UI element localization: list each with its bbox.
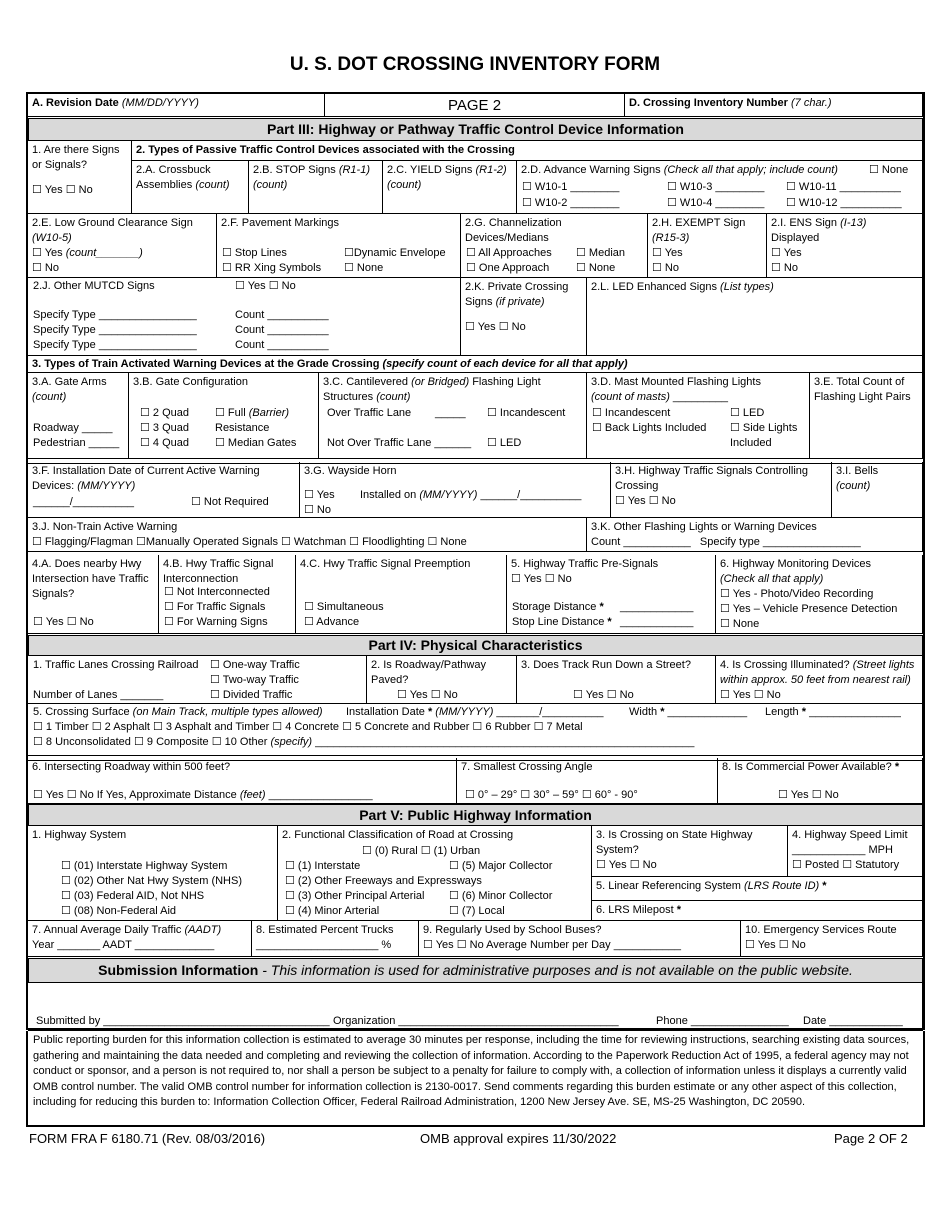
- q2e-yes[interactable]: ☐ Yes: [32, 247, 63, 259]
- q2j-count-3[interactable]: Count __________: [235, 339, 329, 351]
- q3j-non-train: [28, 518, 587, 552]
- q3g-label: 3.G. Wayside Horn: [304, 465, 397, 477]
- p5-q4-speed-limit: [788, 826, 923, 877]
- q2e-code: (W10-5): [32, 232, 72, 244]
- q3f-date[interactable]: ______/__________: [33, 496, 134, 508]
- q3j-options[interactable]: ☐ Flagging/Flagman ☐Manually Operated Signals ☐ Watchman ☐ Floodlighting ☐ None: [32, 536, 467, 548]
- q3b-3-quad[interactable]: ☐ 3 Quad: [140, 422, 190, 434]
- q2j-type-2[interactable]: Specify Type ________________: [33, 324, 197, 336]
- q3b-full[interactable]: ☐ Full: [215, 407, 246, 419]
- q3d-note: (count of masts): [591, 391, 670, 403]
- p4-q2-paved: [367, 656, 517, 704]
- q2j-count-1[interactable]: Count __________: [235, 309, 329, 321]
- q2e-count[interactable]: (count_______): [65, 247, 143, 259]
- p5-q9-options[interactable]: ☐ Yes ☐ No Average Number per Day ___________: [423, 939, 682, 951]
- q5-stop-required: *: [607, 616, 612, 628]
- q3h-traffic-signals: [611, 462, 832, 518]
- q3c-note: (or Bridged): [411, 376, 470, 388]
- date-field[interactable]: Date ____________: [803, 1015, 903, 1027]
- q3a-pedestrian[interactable]: Pedestrian _____: [33, 437, 120, 449]
- form-number: FORM FRA F 6180.71 (Rev. 08/03/2016): [29, 1131, 266, 1146]
- q5-storage-field[interactable]: ____________: [620, 601, 694, 613]
- p5-q4-label: 4. Highway Speed Limit: [792, 829, 908, 841]
- q2b-code: (R1-1): [338, 164, 370, 176]
- p4-q5-surface-options-2[interactable]: ☐ 8 Unconsolidated ☐ 9 Composite ☐ 10 Other: [33, 736, 268, 748]
- p4-q5-width-required: *: [660, 706, 665, 718]
- p4-q3-options[interactable]: ☐ Yes ☐ No: [573, 689, 634, 701]
- q1-signs-signals: [28, 141, 132, 214]
- q2c-code: (R1-2): [475, 164, 507, 176]
- q3d-back-lights[interactable]: ☐ Back Lights Included: [592, 422, 707, 434]
- q3a-unit: (count): [32, 391, 67, 403]
- p5-q1-non-federal[interactable]: ☐ (08) Non-Federal Aid: [61, 905, 177, 917]
- p5-q1-interstate[interactable]: ☐ (01) Interstate Highway System: [61, 860, 228, 872]
- p4-q5-install-format: (MM/YYYY): [435, 706, 494, 718]
- q3c-unit: (count): [376, 391, 411, 403]
- inventory-number-format: (7 char.): [790, 97, 832, 109]
- p5-q6-lrs-milepost[interactable]: [592, 901, 923, 921]
- q2d-w10-11[interactable]: ☐ W10-11 __________: [786, 181, 901, 193]
- q2d-advance-warning: [517, 161, 923, 214]
- q2b-stop-signs[interactable]: [249, 161, 383, 214]
- submission-fields: [28, 983, 923, 1031]
- p5-q3-label: 3. Is Crossing on State Highway System?: [596, 829, 753, 856]
- organization-field[interactable]: Organization ____________________________________: [333, 1015, 619, 1027]
- q3a-gate-arms: [28, 373, 129, 459]
- p5-q7-fields[interactable]: Year _______ AADT _____________: [32, 939, 215, 951]
- p4-q5-install-required: *: [427, 706, 433, 718]
- q2j-options[interactable]: ☐ Yes ☐ No: [235, 280, 296, 292]
- p4-q5-install-date[interactable]: _______/__________: [496, 706, 604, 718]
- q5-stop-field[interactable]: ____________: [620, 616, 694, 628]
- q3g-wayside-horn: [300, 462, 611, 518]
- q4b-warning-signs[interactable]: ☐ For Warning Signs: [164, 616, 268, 628]
- q2e-label: 2.E. Low Ground Clearance Sign: [32, 217, 193, 229]
- q3a-label: 3.A. Gate Arms: [32, 376, 107, 388]
- p5-q6-label: 6. LRS Milepost: [596, 904, 674, 916]
- p4-q1-traffic-lanes: [28, 656, 367, 704]
- p5-q5-required: *: [822, 880, 827, 892]
- p4-q4-options[interactable]: ☐ Yes ☐ No: [720, 689, 781, 701]
- p4-q6-label: 6. Intersecting Roadway within 500 feet?: [32, 761, 231, 773]
- q2i-yes[interactable]: ☐ Yes: [771, 247, 802, 259]
- q2d-w10-4[interactable]: ☐ W10-4 ________: [667, 197, 765, 209]
- p4-q6-intersecting-road: [28, 758, 457, 804]
- q2b-label: 2.B. STOP Signs: [253, 164, 336, 176]
- q2d-w10-2[interactable]: ☐ W10-2 ________: [522, 197, 620, 209]
- part4-heading: Part IV: Physical Characteristics: [28, 635, 923, 656]
- q2f-pavement-markings: [217, 214, 461, 278]
- p4-q7-label: 7. Smallest Crossing Angle: [461, 761, 593, 773]
- q6-none[interactable]: ☐ None: [720, 618, 760, 630]
- q3k-other-flashing: [587, 518, 923, 552]
- p5-q5-label: 5. Linear Referencing System: [596, 880, 741, 892]
- q5-storage-label: Storage Distance: [512, 601, 597, 613]
- q2f-rr-xing[interactable]: ☐ RR Xing Symbols: [222, 262, 322, 274]
- revision-date-format: (MM/DD/YYYY): [121, 97, 199, 109]
- q3g-no[interactable]: ☐ No: [304, 504, 331, 516]
- p5-q1-federal-aid[interactable]: ☐ (03) Federal AID, Not NHS: [61, 890, 205, 902]
- p4-q8-commercial-power: [718, 758, 923, 804]
- q6-label: 6. Highway Monitoring Devices: [720, 558, 872, 570]
- p5-q6-required: *: [676, 904, 681, 916]
- q2h-no[interactable]: ☐ No: [652, 262, 679, 274]
- p4-q8-required: *: [894, 761, 900, 773]
- crossing-inventory-number-field[interactable]: [625, 94, 923, 117]
- p5-q2-major-collector[interactable]: ☐ (5) Major Collector: [449, 860, 553, 872]
- omb-expiry: OMB approval expires 11/30/2022: [420, 1131, 617, 1146]
- q3i-bells[interactable]: [832, 462, 923, 518]
- part5-heading: Part V: Public Highway Information: [28, 804, 923, 826]
- q3c-cantilevered: [319, 373, 587, 459]
- q3b-4-quad[interactable]: ☐ 4 Quad: [140, 437, 190, 449]
- p4-q7-crossing-angle: [457, 758, 718, 804]
- q2i-code: (I-13): [840, 217, 867, 229]
- q6-monitoring-devices: [716, 555, 923, 634]
- q3j-label: 3.J. Non-Train Active Warning: [32, 521, 178, 533]
- p5-q2-principal-arterial[interactable]: ☐ (3) Other Principal Arterial: [285, 890, 425, 902]
- p4-q2-options[interactable]: ☐ Yes ☐ No: [397, 689, 458, 701]
- q2l-led-enhanced[interactable]: [587, 278, 923, 356]
- q2j-count-2[interactable]: Count __________: [235, 324, 329, 336]
- part3-heading: Part III: Highway or Pathway Traffic Control Device Information: [28, 118, 923, 141]
- q3c-over-count[interactable]: _____: [435, 407, 466, 419]
- submission-title: Submission Information: [98, 962, 259, 978]
- q5-pre-signals: [507, 555, 716, 634]
- q3f-label: 3.F. Installation Date of Current Active Warning Devices:: [32, 465, 260, 492]
- q3c-led[interactable]: ☐ LED: [487, 437, 522, 449]
- p4-q6-unit: (feet): [239, 789, 266, 801]
- p5-q3-options[interactable]: ☐ Yes ☐ No: [596, 859, 657, 871]
- q2d-w10-3[interactable]: ☐ W10-3 ________: [667, 181, 765, 193]
- q3b-label: 3.B. Gate Configuration: [133, 376, 248, 388]
- q3b-median-gates[interactable]: ☐ Median Gates: [215, 437, 297, 449]
- q2d-w10-12[interactable]: ☐ W10-12 __________: [786, 197, 902, 209]
- p5-q2-freeways[interactable]: ☐ (2) Other Freeways and Expressways: [285, 875, 482, 887]
- p4-q1-two-way[interactable]: ☐ Two-way Traffic: [210, 674, 299, 686]
- p4-q3-track-street: [517, 656, 716, 704]
- revision-date-field[interactable]: [28, 94, 325, 117]
- q3d-included: Included: [730, 437, 772, 449]
- q2a-crossbuck[interactable]: [132, 161, 249, 214]
- q3c-title: Flashing Light Structures: [323, 376, 541, 403]
- p5-q2-rural-urban[interactable]: ☐ (0) Rural ☐ (1) Urban: [362, 845, 481, 857]
- q4a-label: 4.A. Does nearby Hwy Intersection have Traffic Signals?: [32, 558, 149, 600]
- p5-q1-highway-system: [28, 826, 278, 921]
- q2g-channelization: [461, 214, 648, 278]
- q6-photo-video[interactable]: ☐ Yes - Photo/Video Recording: [720, 588, 874, 600]
- q4c-advance[interactable]: ☐ Advance: [304, 616, 360, 628]
- p5-q2-interstate[interactable]: ☐ (1) Interstate: [285, 860, 361, 872]
- p4-q5-length-label: Length: [765, 706, 799, 718]
- q2g-none[interactable]: ☐ None: [576, 262, 616, 274]
- q2g-all-approaches[interactable]: ☐ All Approaches: [466, 247, 552, 259]
- q3d-label: 3.D. Mast Mounted Flashing Lights: [591, 376, 761, 388]
- q3b-2-quad[interactable]: ☐ 2 Quad: [140, 407, 190, 419]
- q2h-exempt-sign: [648, 214, 767, 278]
- q4c-preemption: [296, 555, 507, 634]
- q2e-low-clearance: [28, 214, 217, 278]
- q2i-ens-sign: [767, 214, 923, 278]
- q4a-options[interactable]: ☐ Yes ☐ No: [33, 616, 94, 628]
- q1-label: 1. Are there Signs or Signals?: [32, 144, 120, 171]
- p4-q5-width[interactable]: _____________: [667, 706, 748, 718]
- q2i-displayed: Displayed: [771, 232, 820, 244]
- p5-q1-other-nhs[interactable]: ☐ (02) Other Nat Hwy System (NHS): [61, 875, 243, 887]
- p4-q5-width-label: Width: [629, 706, 658, 718]
- q5-options[interactable]: ☐ Yes ☐ No: [511, 573, 572, 585]
- q3b-resistance: Resistance: [215, 422, 270, 434]
- p5-q7-label: 7. Annual Average Daily Traffic: [32, 924, 182, 936]
- page-number-header: PAGE 2: [325, 94, 625, 117]
- q3e-total-flashing[interactable]: 3.E. Total Count of Flashing Light Pairs: [810, 373, 923, 459]
- q3i-unit: (count): [836, 480, 871, 492]
- form-title: U. S. DOT CROSSING INVENTORY FORM: [289, 54, 661, 75]
- q2b-unit: (count): [253, 179, 288, 191]
- q3b-gate-config: [129, 373, 319, 459]
- p5-q7-note: (AADT): [184, 924, 222, 936]
- q3a-roadway[interactable]: Roadway _____: [33, 422, 113, 434]
- p5-q3-state-highway: [592, 826, 788, 877]
- q2d-none[interactable]: ☐ None: [869, 164, 909, 176]
- q3d-incandescent[interactable]: ☐ Incandescent: [592, 407, 671, 419]
- submission-note: - This information is used for administrative purposes and is not available on the public website.: [258, 962, 853, 978]
- q3d-mast-mounted: [587, 373, 810, 459]
- q3-label: 3. Types of Train Activated Warning Devices at the Grade Crossing: [32, 358, 380, 370]
- q2c-yield-signs[interactable]: [383, 161, 517, 214]
- p5-q2-local[interactable]: ☐ (7) Local: [449, 905, 505, 917]
- q4b-interconnection: [159, 555, 296, 634]
- inventory-number-label: D. Crossing Inventory Number: [629, 97, 788, 109]
- p5-q8-trucks: [252, 921, 419, 957]
- p4-q6-distance[interactable]: _________________: [268, 789, 373, 801]
- q2d-note: (Check all that apply; include count): [663, 164, 838, 176]
- p4-q8-label: 8. Is Commercial Power Available?: [722, 761, 892, 773]
- p4-q4-illuminated: [716, 656, 923, 704]
- q2k-private-crossing: [461, 278, 587, 356]
- submission-heading: [28, 958, 923, 983]
- p5-q2-minor-arterial[interactable]: ☐ (4) Minor Arterial: [285, 905, 380, 917]
- p5-q8-percent[interactable]: ____________________ %: [256, 939, 392, 951]
- q2k-options[interactable]: ☐ Yes ☐ No: [465, 321, 526, 333]
- burden-statement: Public reporting burden for this information collection is estimated to average 30 minutes per response, including the time for reviewing instructions, searching existing data sources, gathering and maintaining the data needed and completing and reviewing the collection of information. According to the Paperwork Reduction Act of 1995, a federal agency may not conduct or sponsor, and a person is not required to, nor shall a person be subject to a penalty for failure to comply with, a collection of information unless it displays a currently valid OMB control number. The valid OMB control number for information collection is 2130-0017. Send comments regarding this burden estimate or any other aspect of this collection, including for reducing this burden to: Information Collection Officer, Federal Railroad Administration, 1200 New Jersey Ave. SE, MS-25 Washington, DC 20590.: [26, 1031, 925, 1127]
- q2c-unit: (count): [387, 179, 422, 191]
- q4c-simultaneous[interactable]: ☐ Simultaneous: [304, 601, 384, 613]
- p4-q3-label: 3. Does Track Run Down a Street?: [521, 659, 691, 671]
- q5-label: 5. Highway Traffic Pre-Signals: [511, 558, 659, 570]
- q3h-label: 3.H. Highway Traffic Signals Controlling Crossing: [615, 465, 808, 492]
- q3-note: (specify count of each device for all that apply): [382, 358, 628, 370]
- q3f-install-date: [28, 462, 300, 518]
- p4-q5-length[interactable]: _______________: [809, 706, 901, 718]
- q2g-median[interactable]: ☐ Median: [576, 247, 625, 259]
- q5-stop-label: Stop Line Distance: [512, 616, 605, 628]
- p4-q5-other-field[interactable]: ______________________________________________________________: [315, 736, 695, 748]
- q1-options[interactable]: ☐ Yes ☐ No: [32, 184, 93, 196]
- q2a-unit: (count): [195, 179, 230, 191]
- p5-q7-aadt: [28, 921, 252, 957]
- q3c-incandescent[interactable]: ☐ Incandescent: [487, 407, 566, 419]
- q3k-type[interactable]: Specify type ________________: [699, 536, 861, 548]
- q2f-none[interactable]: ☐ None: [344, 262, 384, 274]
- q2k-note: (if private): [495, 296, 545, 308]
- p4-q6-options[interactable]: ☐ Yes ☐ No If Yes, Approximate Distance: [33, 789, 237, 801]
- q3g-installed: Installed on: [360, 489, 417, 501]
- p4-q1-label: 1. Traffic Lanes Crossing Railroad: [33, 659, 199, 671]
- q3g-date[interactable]: ______/__________: [480, 489, 582, 501]
- q2d-label: 2.D. Advance Warning Signs: [521, 164, 661, 176]
- p4-q2-label: 2. Is Roadway/Pathway Paved?: [371, 659, 486, 686]
- p4-q1-divided[interactable]: ☐ Divided Traffic: [210, 689, 293, 701]
- q2-heading: 2. Types of Passive Traffic Control Devices associated with the Crossing: [132, 141, 923, 161]
- q2j-other-mutcd: [28, 278, 461, 356]
- q2l-note: (List types): [720, 281, 774, 293]
- p5-q10-emergency-route: [741, 921, 923, 957]
- p5-q9-school-buses: [419, 921, 741, 957]
- p4-q5-note: (on Main Track, multiple types allowed): [132, 706, 323, 718]
- p5-q4-mph[interactable]: ____________ MPH: [792, 844, 893, 856]
- p5-q5-note: (LRS Route ID): [743, 880, 820, 892]
- p4-q1-one-way[interactable]: ☐ One-way Traffic: [210, 659, 300, 671]
- q3b-barrier: (Barrier): [248, 407, 290, 419]
- q2j-type-3[interactable]: Specify Type ________________: [33, 339, 197, 351]
- q3-heading: [28, 356, 923, 373]
- p5-q4-options[interactable]: ☐ Posted ☐ Statutory: [792, 859, 900, 871]
- q2i-no[interactable]: ☐ No: [771, 262, 798, 274]
- q3f-format: (MM/YYYY): [77, 480, 136, 492]
- q4c-label: 4.C. Hwy Traffic Signal Preemption: [300, 558, 471, 570]
- p4-q1-lanes[interactable]: Number of Lanes _______: [33, 689, 164, 701]
- q3d-side-lights[interactable]: ☐ Side Lights: [730, 422, 798, 434]
- p5-q2-functional-class: [278, 826, 592, 921]
- p5-q10-label: 10. Emergency Services Route: [745, 924, 897, 936]
- p4-q4-label: 4. Is Crossing Illuminated?: [720, 659, 850, 671]
- q2l-label: 2.L. LED Enhanced Signs: [591, 281, 717, 293]
- p5-q2-label: 2. Functional Classification of Road at Crossing: [282, 829, 514, 841]
- q5-storage-required: *: [599, 601, 604, 613]
- q2h-yes[interactable]: ☐ Yes: [652, 247, 683, 259]
- q3c-over-lane: Over Traffic Lane: [327, 407, 412, 419]
- q2d-w10-1[interactable]: ☐ W10-1 ________: [522, 181, 620, 193]
- phone-field[interactable]: Phone ________________: [656, 1015, 789, 1027]
- q3f-not-required[interactable]: ☐ Not Required: [191, 496, 269, 508]
- p4-q4-note: (Street lights within approx. 50 feet from nearest rail): [720, 659, 915, 686]
- q3g-yes[interactable]: ☐ Yes: [304, 489, 335, 501]
- q4a-nearby-intersection: [28, 555, 159, 634]
- p4-q5-surface-options-1[interactable]: ☐ 1 Timber ☐ 2 Asphalt ☐ 3 Asphalt and Timber ☐ 4 Concrete ☐ 5 Concrete and Rubber ☐ 6 Rubber ☐ 7 Metal: [33, 721, 583, 733]
- submitted-by-field[interactable]: Submitted by _____________________________________: [36, 1015, 330, 1027]
- q4b-traffic-signals[interactable]: ☐ For Traffic Signals: [164, 601, 266, 613]
- q2a-label: 2.A. Crossbuck Assemblies: [136, 164, 211, 191]
- q3d-led[interactable]: ☐ LED: [730, 407, 765, 419]
- q2f-stop-lines[interactable]: ☐ Stop Lines: [222, 247, 287, 259]
- q3c-label: 3.C. Cantilevered: [323, 376, 408, 388]
- q3g-format: (MM/YYYY): [419, 489, 478, 501]
- q3c-not-over-lane[interactable]: Not Over Traffic Lane ______: [327, 437, 472, 449]
- p4-q5-install-label: Installation Date: [346, 706, 425, 718]
- q3d-count[interactable]: _________: [672, 391, 728, 403]
- q2i-label: 2.I. ENS Sign: [771, 217, 838, 229]
- q2k-label: 2.K. Private Crossing Signs: [465, 281, 569, 308]
- q2g-label: 2.G. Channelization Devices/Medians: [465, 217, 562, 244]
- q3k-label: 3.K. Other Flashing Lights or Warning Devices: [591, 521, 817, 533]
- p4-q7-options[interactable]: ☐ 0° – 29° ☐ 30° – 59° ☐ 60° - 90°: [465, 789, 638, 801]
- q3k-count[interactable]: Count ___________: [591, 536, 691, 548]
- q3h-options[interactable]: ☐ Yes ☐ No: [615, 495, 676, 507]
- q2h-code: (R15-3): [652, 232, 690, 244]
- p5-q10-options[interactable]: ☐ Yes ☐ No: [745, 939, 806, 951]
- p4-q8-options[interactable]: ☐ Yes ☐ No: [778, 789, 839, 801]
- q3i-label: 3.I. Bells: [836, 465, 879, 477]
- q2f-label: 2.F. Pavement Markings: [221, 217, 339, 229]
- p5-q5-lrs-route[interactable]: [592, 877, 923, 901]
- p4-q5-crossing-surface: [28, 704, 923, 756]
- p4-q5-label: 5. Crossing Surface: [33, 706, 130, 718]
- p5-q8-label: 8. Estimated Percent Trucks: [256, 924, 394, 936]
- p4-q5-length-required: *: [801, 706, 806, 718]
- q2e-no[interactable]: ☐ No: [32, 262, 59, 274]
- revision-date-label: A. Revision Date: [32, 97, 119, 109]
- p5-q1-label: 1. Highway System: [32, 829, 127, 841]
- q2c-label: 2.C. YIELD Signs: [387, 164, 473, 176]
- q2g-one-approach[interactable]: ☐ One Approach: [466, 262, 550, 274]
- q2h-label: 2.H. EXEMPT Sign: [652, 217, 746, 229]
- q2j-label: 2.J. Other MUTCD Signs: [33, 280, 155, 292]
- q6-note: (Check all that apply): [720, 573, 824, 585]
- p5-q2-minor-collector[interactable]: ☐ (6) Minor Collector: [449, 890, 553, 902]
- q6-vehicle-detection[interactable]: ☐ Yes – Vehicle Presence Detection: [720, 603, 898, 615]
- q2j-type-1[interactable]: Specify Type ________________: [33, 309, 197, 321]
- page-footer: Page 2 OF 2: [834, 1131, 908, 1146]
- p4-q5-specify: (specify): [270, 736, 313, 748]
- q4b-label: 4.B. Hwy Traffic Signal Interconnection: [163, 558, 274, 585]
- p5-q9-label: 9. Regularly Used by School Buses?: [423, 924, 602, 936]
- q2f-dynamic-envelope[interactable]: ☐Dynamic Envelope: [344, 247, 446, 259]
- q4b-not-interconnected[interactable]: ☐ Not Interconnected: [164, 586, 270, 598]
